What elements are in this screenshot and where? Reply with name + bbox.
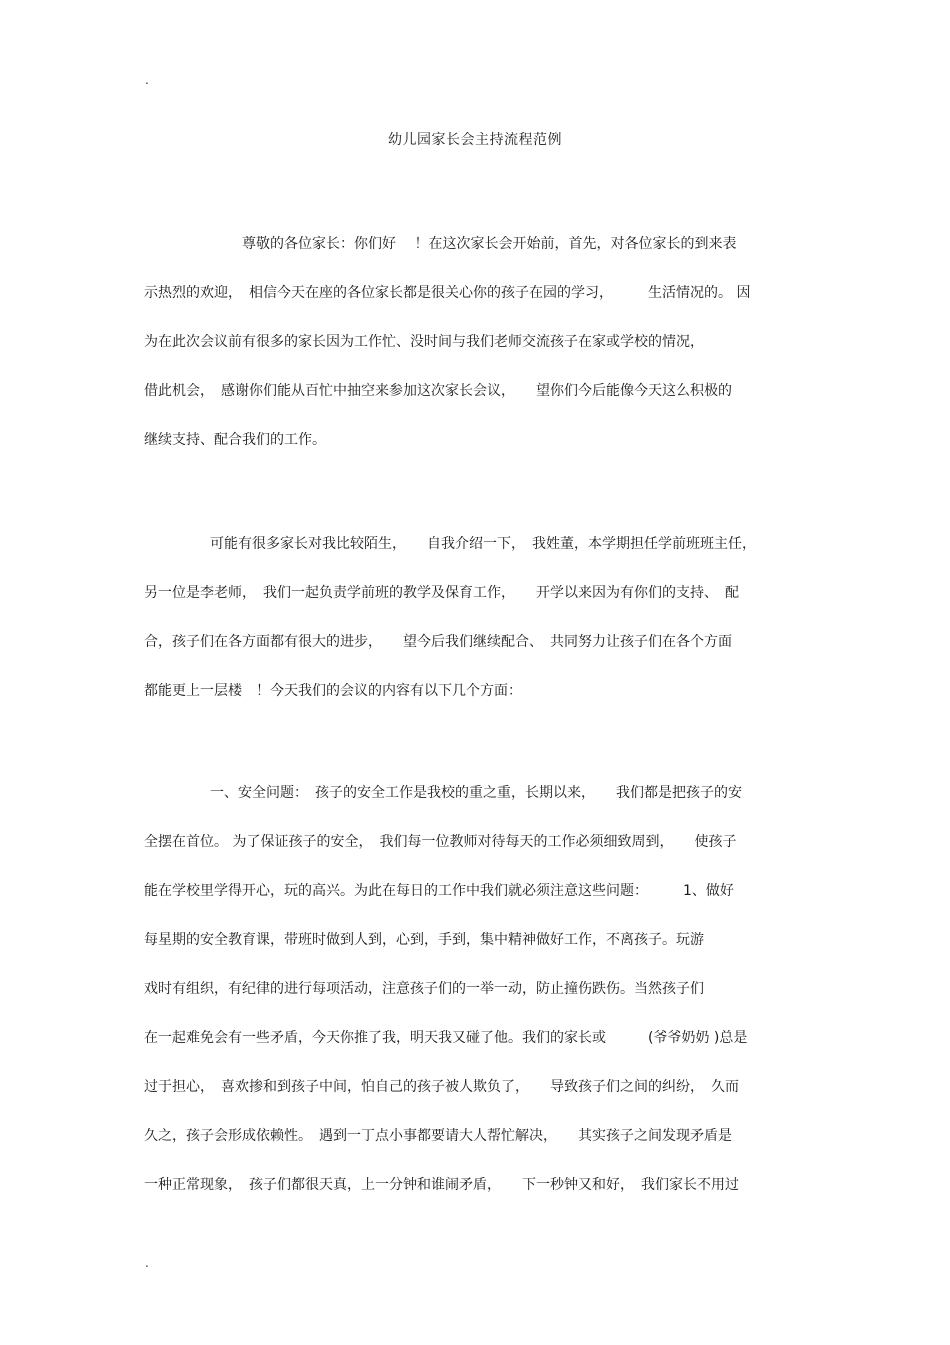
paragraph-safety: [144, 783, 809, 1224]
paragraph-line: 借此机会， 感谢你们能从百忙中抽空来参加这次家长会议， 望你们今后能像今天这么积极的: [144, 383, 732, 399]
paragraph-line: 全摆在首位。 为了保证孩子的安全， 我们每一位教师对待每天的工作必须细致周到， 使孩子: [144, 834, 737, 850]
paragraph-greeting: [144, 234, 809, 479]
paragraph-line: 过于担心， 喜欢掺和到孩子中间，怕自己的孩子被人欺负了， 导致孩子们之间的纠纷， 久而: [144, 1079, 739, 1095]
paragraph-line: 都能更上一层楼 ！今天我们的会议的内容有以下几个方面：: [144, 683, 522, 699]
paragraph-line: 示热烈的欢迎， 相信今天在座的各位家长都是很关心你的孩子在园的学习， 生活情况的。 因: [144, 285, 751, 301]
paragraph-line: 一种正常现象， 孩子们都很天真，上一分钟和谁闹矛盾， 下一秒钟又和好， 我们家长不用过: [144, 1177, 739, 1193]
paragraph-line: 戏时有组织，有纪律的进行每项活动，注意孩子们的一举一动，防止撞伤跌伤。当然孩子们: [144, 981, 704, 997]
paragraph-line: 一、安全问题： 孩子的安全工作是我校的重之重，长期以来， 我们都是把孩子的安: [210, 785, 742, 801]
paragraph-introduction: [144, 534, 809, 730]
paragraph-line: 可能有很多家长对我比较陌生， 自我介绍一下， 我姓董，本学期担任学前班班主任，: [210, 536, 756, 552]
bottom-page-marker: .: [145, 1256, 149, 1270]
paragraph-line: 继续支持、配合我们的工作。: [144, 432, 326, 448]
top-page-marker: .: [145, 73, 149, 87]
paragraph-line: 每星期的安全教育课，带班时做到人到，心到，手到，集中精神做好工作，不离孩子。玩游: [144, 932, 704, 948]
paragraph-line: 为在此次会议前有很多的家长因为工作忙、没时间与我们老师交流孩子在家或学校的情况，: [144, 334, 704, 350]
paragraph-line: 久之，孩子会形成依赖性。 遇到一丁点小事都要请大人帮忙解决， 其实孩子之间发现矛盾是: [144, 1128, 732, 1144]
document-title: 幼儿园家长会主持流程范例: [388, 132, 562, 148]
paragraph-line: 尊敬的各位家长：你们好 ！在这次家长会开始前，首先，对各位家长的到来表: [242, 236, 737, 252]
paragraph-line: 合，孩子们在各方面都有很大的进步， 望今后我们继续配合、 共同努力让孩子们在各个方面: [144, 634, 732, 650]
paragraph-line: 另一位是李老师， 我们一起负责学前班的教学及保育工作， 开学以来因为有你们的支持、 配: [144, 585, 739, 601]
paragraph-line: 在一起难免会有一些矛盾，今天你推了我，明天我又碰了他。我们的家长或 (爷爷奶奶 )总是: [144, 1030, 748, 1046]
paragraph-line: 能在学校里学得开心，玩的高兴。为此在每日的工作中我们就必须注意这些问题： 1、做好: [144, 883, 734, 899]
